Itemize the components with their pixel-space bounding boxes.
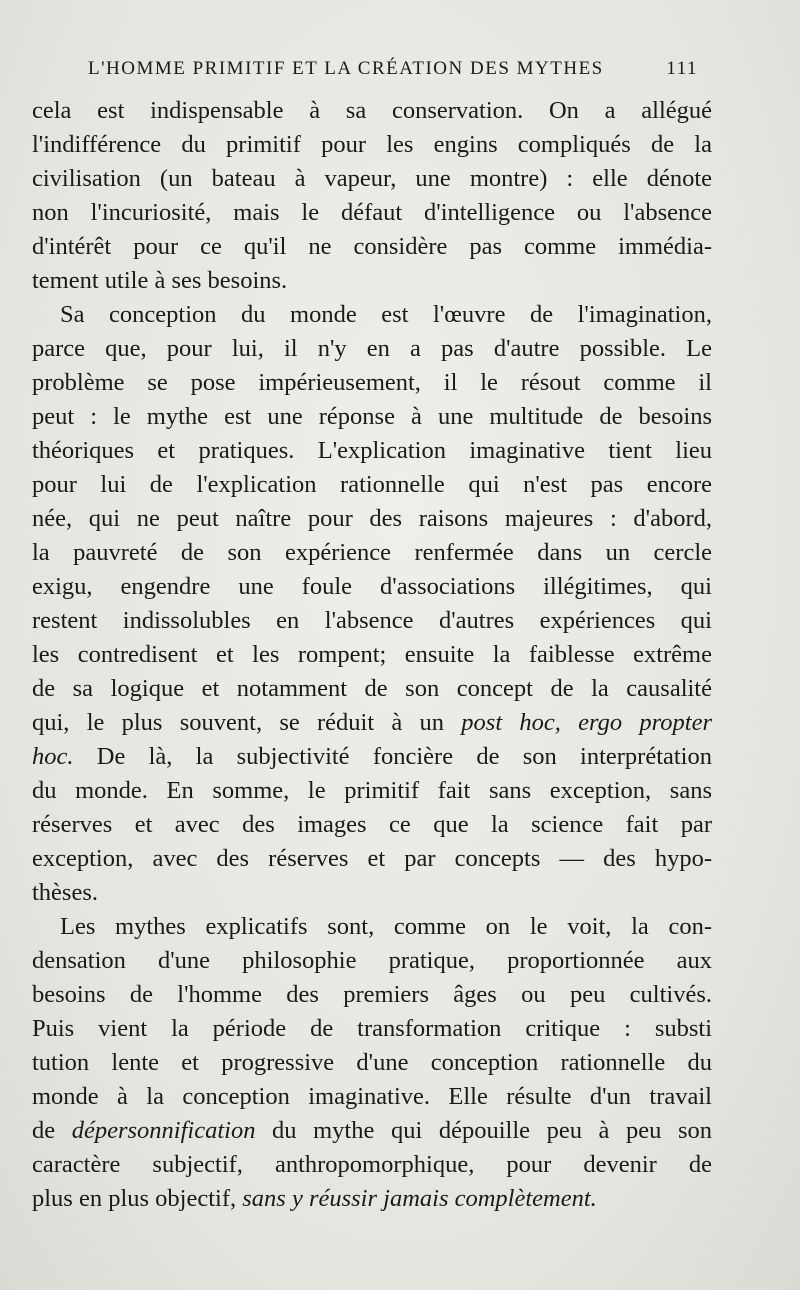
line-text: peut : le mythe est une réponse à une multitude de besoins bbox=[32, 403, 712, 430]
line-text: Puis vient la période de transformation critique : substi bbox=[32, 1015, 712, 1042]
text-line bbox=[32, 1080, 712, 1114]
text-line bbox=[32, 944, 712, 978]
line-text: restent indissolubles en l'absence d'autres expériences qui bbox=[32, 607, 712, 634]
text-line bbox=[32, 910, 712, 944]
text-line bbox=[32, 400, 712, 434]
line-text: Sa conception du monde est l'œuvre de l'imagination, bbox=[60, 301, 712, 328]
line-italic-text: dépersonnification bbox=[71, 1117, 256, 1144]
line-text: Les mythes explicatifs sont, comme on le voit, la con- bbox=[60, 913, 712, 940]
text-line bbox=[32, 706, 712, 740]
text-line bbox=[32, 536, 712, 570]
text-line bbox=[32, 876, 712, 910]
line-text: tution lente et progressive d'une conception rationnelle du bbox=[32, 1049, 712, 1076]
text-line bbox=[32, 1148, 712, 1182]
text-line bbox=[32, 162, 712, 196]
line-italic-text: post hoc, ergo propter bbox=[461, 709, 712, 736]
text-line bbox=[32, 808, 712, 842]
text-line bbox=[32, 332, 712, 366]
line-text: pour lui de l'explication rationnelle qui n'est pas encore bbox=[32, 471, 712, 498]
line-text: thèses. bbox=[32, 879, 98, 906]
line-text: la pauvreté de son expérience renfermée dans un cercle bbox=[32, 539, 712, 566]
text-line bbox=[32, 1114, 712, 1148]
line-text: du monde. En somme, le primitif fait sans exception, sans bbox=[32, 777, 712, 804]
line-italic-text: hoc. bbox=[32, 743, 74, 770]
text-line bbox=[32, 264, 712, 298]
running-head bbox=[88, 58, 698, 88]
line-text: née, qui ne peut naître pour des raisons majeures : d'abord, bbox=[32, 505, 712, 532]
line-text: caractère subjectif, anthropomorphique, pour devenir de bbox=[32, 1151, 712, 1178]
line-text: de bbox=[32, 1117, 72, 1144]
line-text: théoriques et pratiques. L'explication imaginative tient lieu bbox=[32, 437, 712, 464]
text-line bbox=[32, 230, 712, 264]
text-line bbox=[32, 468, 712, 502]
line-text: qui, le plus souvent, se réduit à un bbox=[32, 709, 462, 736]
text-line bbox=[32, 1046, 712, 1080]
text-line bbox=[32, 1182, 712, 1216]
line-text: civilisation (un bateau à vapeur, une montre) : elle dénote bbox=[32, 165, 712, 192]
line-text: cela est indispensable à sa conservation. On a allégué bbox=[32, 97, 712, 124]
text-line bbox=[32, 298, 712, 332]
text-line bbox=[32, 502, 712, 536]
line-text: exception, avec des réserves et par concepts — des hypo- bbox=[32, 845, 712, 872]
line-text: l'indifférence du primitif pour les engins compliqués de la bbox=[32, 131, 712, 158]
line-text-after: du mythe qui dépouille peu à peu son bbox=[255, 1117, 713, 1144]
text-line bbox=[32, 570, 712, 604]
line-text: problème se pose impérieusement, il le résout comme il bbox=[32, 369, 712, 396]
line-text: les contredisent et les rompent; ensuite la faiblesse extrême bbox=[32, 641, 712, 668]
page-number: 111 bbox=[666, 58, 698, 79]
line-italic-text: sans y réussir jamais complètement. bbox=[242, 1185, 597, 1212]
line-text: plus en plus objectif, bbox=[32, 1185, 243, 1212]
text-line bbox=[32, 638, 712, 672]
text-line bbox=[32, 128, 712, 162]
line-text: d'intérêt pour ce qu'il ne considère pas comme immédia- bbox=[32, 233, 712, 260]
text-line bbox=[32, 94, 712, 128]
text-line bbox=[32, 774, 712, 808]
text-line bbox=[32, 842, 712, 876]
text-line bbox=[32, 604, 712, 638]
text-line bbox=[32, 978, 712, 1012]
line-text: besoins de l'homme des premiers âges ou peu cultivés. bbox=[32, 981, 712, 1008]
line-text: non l'incuriosité, mais le défaut d'intelligence ou l'absence bbox=[32, 199, 712, 226]
text-line bbox=[32, 366, 712, 400]
line-text: réserves et avec des images ce que la science fait par bbox=[32, 811, 712, 838]
text-line bbox=[32, 434, 712, 468]
text-line bbox=[32, 1012, 712, 1046]
line-text-after: De là, la subjectivité foncière de son interprétation bbox=[73, 743, 712, 770]
text-line bbox=[32, 740, 712, 774]
line-text: de sa logique et notamment de son concept de la causalité bbox=[32, 675, 712, 702]
line-text: exigu, engendre une foule d'associations illégitimes, qui bbox=[32, 573, 712, 600]
running-head-title: L'HOMME PRIMITIF ET LA CRÉATION DES MYTHES bbox=[88, 58, 604, 79]
text-line bbox=[32, 196, 712, 230]
line-text: monde à la conception imaginative. Elle résulte d'un travail bbox=[32, 1083, 712, 1110]
line-text: densation d'une philosophie pratique, proportionnée aux bbox=[32, 947, 712, 974]
line-text: tement utile à ses besoins. bbox=[32, 267, 288, 294]
line-text: parce que, pour lui, il n'y en a pas d'autre possible. Le bbox=[32, 335, 712, 362]
body-text bbox=[32, 94, 712, 1216]
text-line bbox=[32, 672, 712, 706]
